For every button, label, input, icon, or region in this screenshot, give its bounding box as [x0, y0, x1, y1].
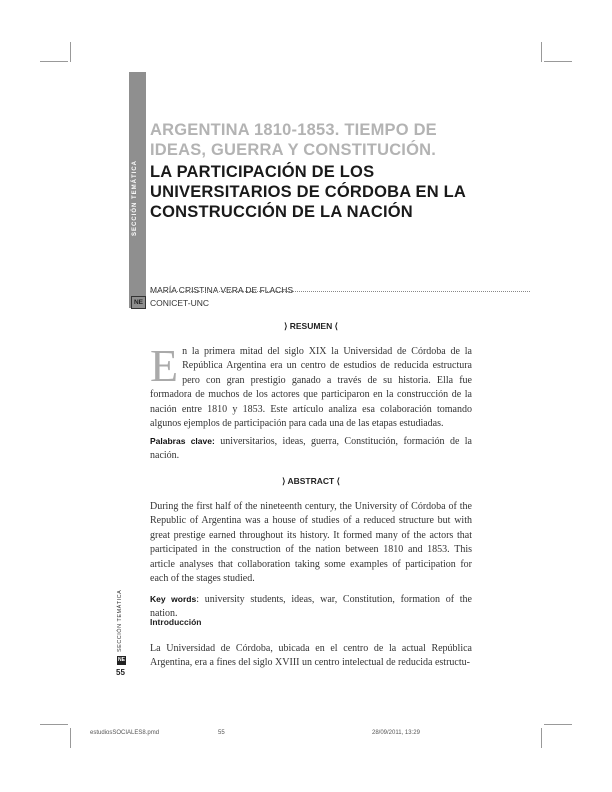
crop-mark — [544, 724, 572, 725]
author-affiliation: CONICET-UNC — [150, 298, 210, 308]
abstract-keywords: Key words: university students, ideas, war, Constitution, formation of the nation. — [150, 594, 472, 620]
footer-filename: estudiosSOCIALES8.pmd — [90, 730, 160, 736]
crop-mark — [70, 42, 71, 62]
resumen-body: En la primera mitad del siglo XIX la Universidad de Córdoba de la República Argentina era un centro de estudios de reducida estructura pero con gran prestigio ganado a través de su historia. Ella fue formadora de muchos de los actores que participaron en la construcción de la nación entre 1810 y 1853. Este artículo analiza esa colaboración tomando algunos ejemplos de participación para cada una de las etapas estudiadas. — [150, 340, 472, 430]
journal-badge: NE — [131, 296, 146, 309]
page-badge: NE — [118, 657, 125, 663]
resumen-heading: ⟩ RESUMEN ⟨ — [284, 321, 338, 331]
intro-heading: Introducción — [150, 617, 202, 627]
page-number: 55 — [116, 668, 125, 677]
article-subtitle: LA PARTICIPACIÓN DE LOS UNIVERSITARIOS DE CÓRDOBA EN LA CONSTRUCCIÓN DE LA NACIÓN — [150, 163, 467, 221]
resumen-keywords: Palabras clave: universitarios, ideas, guerra, Constitución, formación de la nación. — [150, 436, 472, 462]
crop-mark — [541, 728, 542, 748]
footer-page: 55 — [218, 730, 225, 736]
section-sidebar-label-wrap — [129, 72, 146, 308]
abstract-heading: ⟩ ABSTRACT ⟨ — [282, 476, 340, 486]
section-label: SECCIÓN TEMÁTICA — [132, 160, 138, 236]
crop-mark — [544, 61, 572, 62]
crop-mark — [541, 42, 542, 62]
crop-mark — [40, 61, 68, 62]
page-section-label: SECCIÓN TEMÁTICA — [117, 589, 123, 652]
article-title: ARGENTINA 1810-1853. TIEMPO DE IDEAS, GUERRA Y CONSTITUCIÓN. — [150, 121, 437, 159]
crop-mark — [70, 728, 71, 748]
crop-mark — [40, 724, 68, 725]
footer-datetime: 28/09/2011, 13:29 — [372, 730, 420, 736]
author-name: MARÍA CRISTINA VERA DE FLACHS — [150, 285, 294, 295]
dotted-divider — [150, 291, 530, 292]
abstract-body: During the first half of the nineteenth century, the University of Córdoba of the Republic of Argentina was a house of studies of a reduced structure but with great prestige earned throughout its history. It formed many of the actors that participated in the construction of the nation between 1810 and 1853. This article analyses that collaboration taking some examples of participation for each of the stages studied. — [150, 501, 472, 585]
intro-body: La Universidad de Córdoba, ubicada en el centro de la actual República Argentina, era a fines del siglo XVIII un centro intelectual de reducida estructu- — [150, 643, 472, 669]
dropcap: E — [150, 340, 179, 391]
